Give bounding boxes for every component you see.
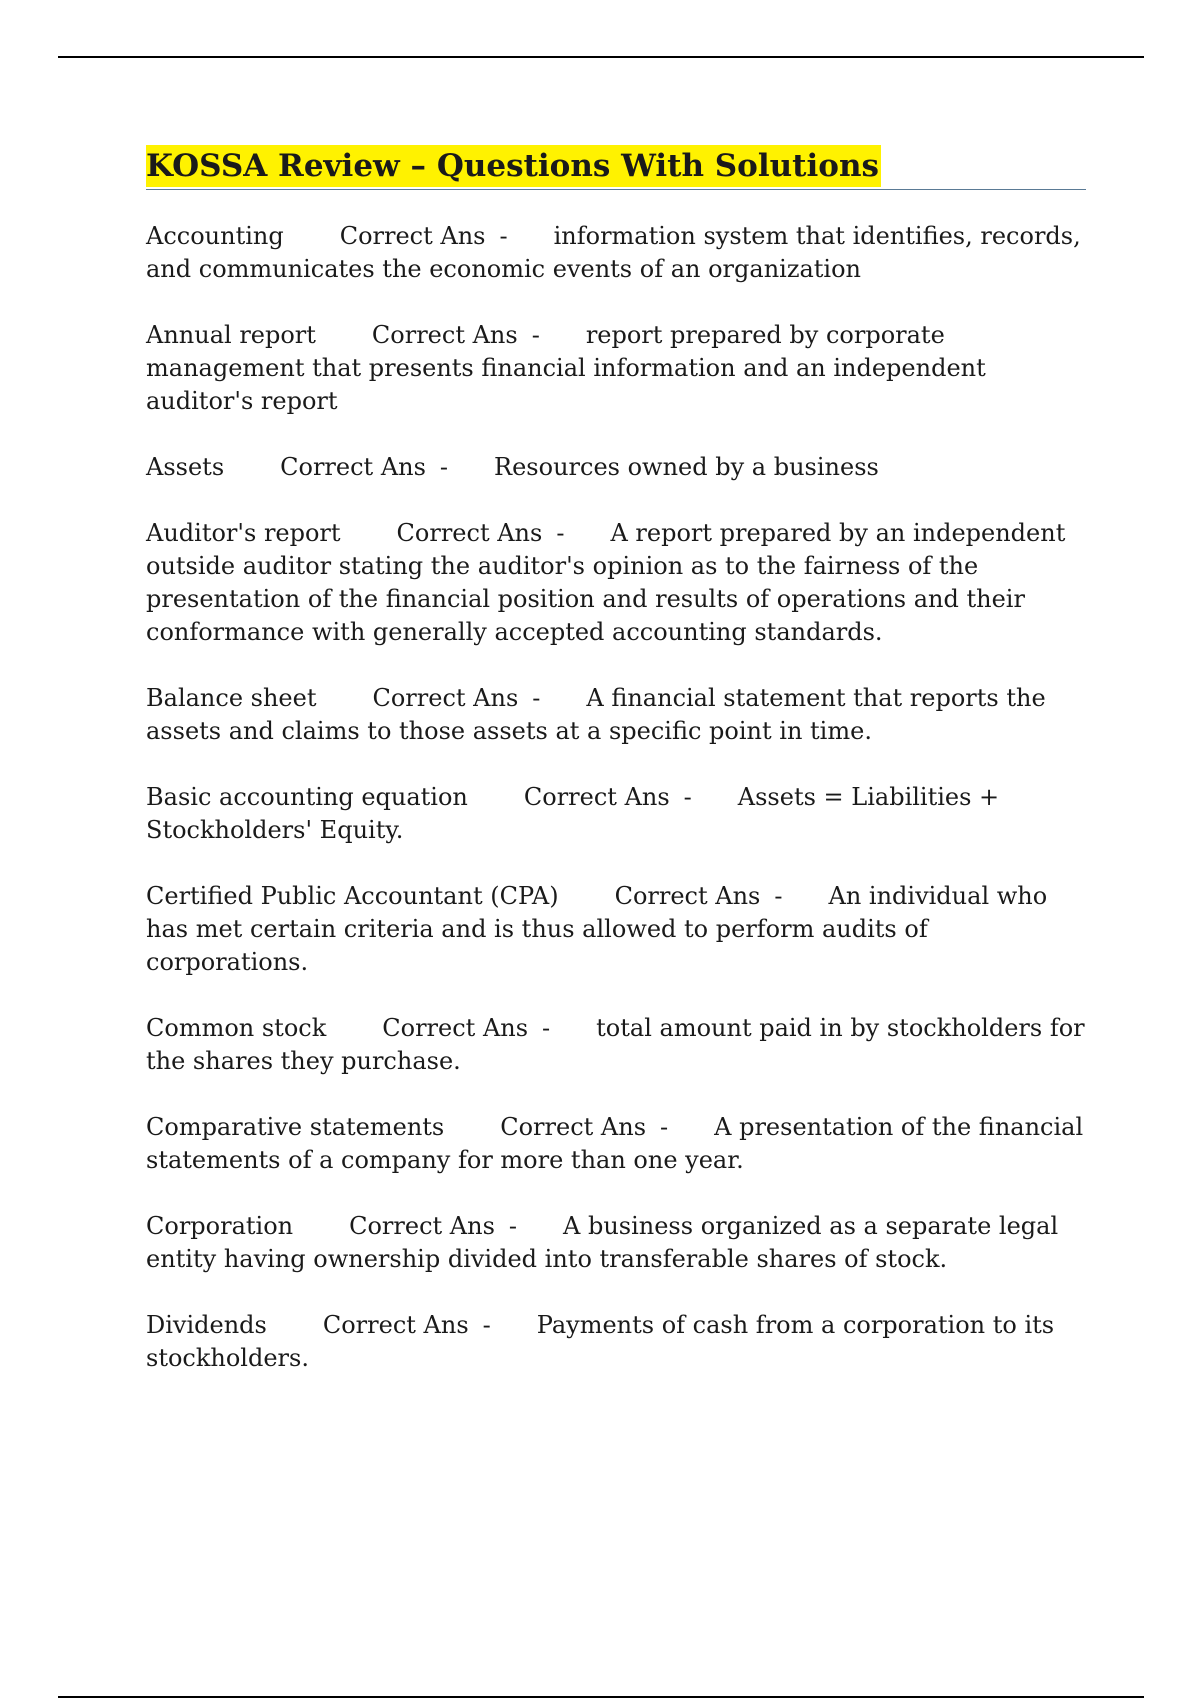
entry-definition: A report prepared by an independent outside auditor stating the auditor's opinion as to the fairness of the presentation of the financial position and results of operations and their conformance with generally accepted accounting standards.: [146, 519, 1066, 646]
document-body: [146, 145, 1086, 1408]
title-block: [146, 145, 1086, 190]
entry-definition: A financial statement that reports the assets and claims to those assets at a specific point in time.: [146, 684, 1046, 745]
entry-balance-sheet: [146, 682, 1086, 748]
answer-label: Correct Ans: [396, 519, 543, 547]
entry-accounting: [146, 220, 1086, 286]
entry-definition: information system that identifies, records, and communicates the economic events of an organization: [146, 222, 1081, 283]
answer-separator: -: [439, 453, 449, 481]
answer-label: Correct Ans: [382, 1014, 529, 1042]
entry-definition: Payments of cash from a corporation to its stockholders.: [146, 1311, 1055, 1372]
answer-label: Correct Ans: [349, 1212, 495, 1240]
entry-term: Basic accounting equation: [146, 783, 468, 811]
entry-basic-accounting-equation: [146, 781, 1086, 847]
entry-term: Annual report: [146, 321, 316, 349]
entry-common-stock: [146, 1012, 1086, 1078]
entry-term: Dividends: [146, 1311, 267, 1339]
entry-dividends: [146, 1309, 1086, 1375]
entry-definition: report prepared by corporate management that presents financial information and an independent auditor's report: [146, 321, 986, 415]
entry-term: Balance sheet: [146, 684, 317, 712]
answer-separator: -: [499, 222, 508, 250]
entry-cpa: [146, 880, 1086, 979]
entry-term: Comparative statements: [146, 1113, 445, 1141]
header-rule: [58, 56, 1144, 58]
answer-label: Correct Ans: [339, 222, 486, 250]
entry-term: Corporation: [146, 1212, 294, 1240]
entry-definition: A presentation of the financial statements of a company for more than one year.: [146, 1113, 1084, 1174]
answer-separator: -: [556, 519, 565, 547]
entry-definition: Assets = Liabilities + Stockholders' Equity.: [146, 783, 1000, 844]
answer-separator: -: [774, 882, 783, 910]
entry-definition: An individual who has met certain criteria and is thus allowed to perform audits of corporations.: [146, 882, 1048, 976]
entry-term: Certified Public Accountant (CPA): [146, 882, 559, 910]
entry-term: Auditor's report: [146, 519, 341, 547]
answer-label: Correct Ans: [322, 1311, 469, 1339]
answer-separator: -: [482, 1311, 491, 1339]
entry-list: [146, 220, 1086, 1375]
footer-rule: [58, 1696, 1144, 1698]
entry-annual-report: [146, 319, 1086, 418]
entry-corporation: [146, 1210, 1086, 1276]
entry-definition: A business organized as a separate legal entity having ownership divided into transferable shares of stock.: [146, 1212, 1059, 1273]
entry-term: Assets: [146, 453, 225, 481]
entry-definition: Resources owned by a business: [494, 453, 879, 481]
entry-term: Accounting: [146, 222, 284, 250]
entry-auditors-report: [146, 517, 1086, 649]
entry-definition: total amount paid in by stockholders for the shares they purchase.: [146, 1014, 1085, 1075]
entry-comparative-statements: [146, 1111, 1086, 1177]
answer-separator: -: [531, 321, 540, 349]
answer-label: Correct Ans: [500, 1113, 647, 1141]
answer-label: Correct Ans: [614, 882, 761, 910]
answer-separator: -: [542, 1014, 551, 1042]
document-title: KOSSA Review – Questions With Solutions: [146, 145, 881, 187]
answer-label: Correct Ans: [523, 783, 670, 811]
answer-separator: -: [532, 684, 541, 712]
entry-term: Common stock: [146, 1014, 327, 1042]
entry-assets: [146, 451, 1086, 484]
answer-separator: -: [508, 1212, 517, 1240]
answer-label: Correct Ans: [280, 453, 426, 481]
answer-separator: -: [660, 1113, 669, 1141]
answer-label: Correct Ans: [371, 321, 518, 349]
answer-label: Correct Ans: [372, 684, 519, 712]
answer-separator: -: [683, 783, 692, 811]
